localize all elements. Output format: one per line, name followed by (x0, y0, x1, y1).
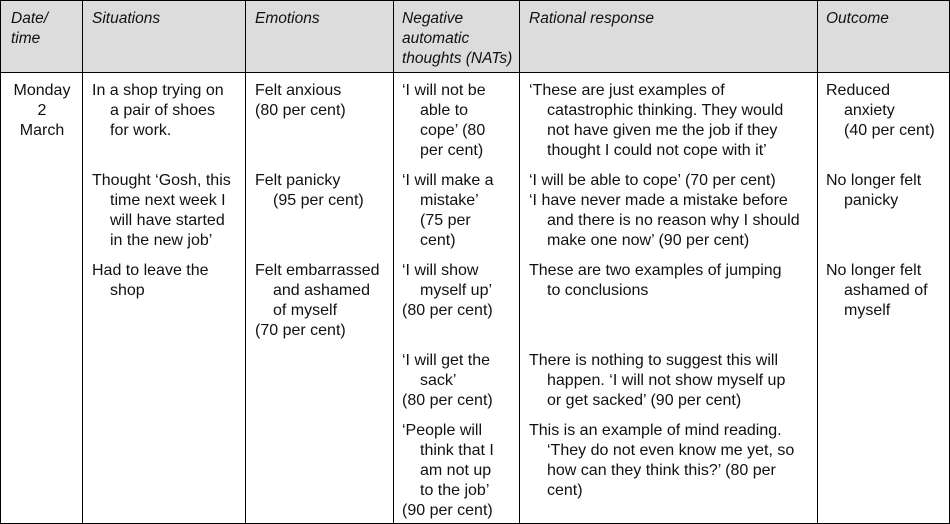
rational-text: and there is no reason why I should (547, 212, 800, 229)
emotion-cell (255, 261, 380, 341)
rational-text: ‘They do not even know me yet, so (547, 442, 795, 459)
header-text: automatic (402, 30, 470, 47)
situation-text: Had to leave the (92, 262, 209, 279)
nat-text: ‘I will make a (402, 172, 494, 189)
nat-cell (402, 421, 494, 521)
emotion-text: (70 per cent) (255, 322, 346, 339)
outcome-text: Reduced (826, 82, 891, 99)
nat-text: (75 per (420, 212, 471, 229)
nat-text: ‘I will get the (402, 352, 491, 369)
situation-text: shop (110, 282, 145, 299)
outcome-cell (826, 81, 935, 141)
nat-text: (90 per cent) (402, 502, 493, 519)
rational-text: This is an example of mind reading. (529, 422, 782, 439)
header-nats (402, 9, 512, 69)
header-date-time (11, 9, 48, 49)
header-text: Emotions (255, 10, 320, 27)
column-divider (393, 1, 394, 523)
outcome-cell (826, 171, 921, 211)
header-outcome (826, 9, 889, 29)
situation-cell (92, 171, 231, 251)
column-divider (519, 1, 520, 523)
rational-response-cell (529, 81, 783, 161)
nat-text: mistake’ (420, 192, 479, 209)
situation-text: Thought ‘Gosh, this (92, 172, 231, 189)
rational-response-cell (529, 351, 785, 411)
rational-response-cell (529, 421, 794, 501)
emotion-cell (255, 171, 364, 211)
header-emotions (255, 9, 320, 29)
nat-text: sack’ (420, 372, 457, 389)
column-divider (817, 1, 818, 523)
rational-text: ‘I will be able to cope’ (70 per cent) (529, 172, 776, 189)
column-divider (82, 1, 83, 523)
rational-text: to conclusions (547, 282, 649, 299)
emotion-text: Felt embarrassed (255, 262, 380, 279)
nat-cell (402, 261, 493, 321)
header-text: Situations (92, 10, 161, 27)
situation-text: In a shop trying on (92, 82, 224, 99)
header-text: Rational response (529, 10, 654, 27)
date-cell (7, 81, 77, 141)
outcome-text: ashamed of (844, 282, 928, 299)
outcome-text: (40 per cent) (844, 122, 935, 139)
situation-text: a pair of shoes (110, 102, 215, 119)
header-situations (92, 9, 160, 29)
header-text: Outcome (826, 10, 889, 27)
rational-text: catastrophic thinking. They would (547, 102, 784, 119)
nat-text: myself up’ (420, 282, 493, 299)
nat-text: able to (420, 102, 469, 119)
nat-text: ‘I will not be (402, 82, 486, 99)
header-rational-response (529, 9, 654, 29)
date-text: 2 (37, 102, 47, 119)
emotion-cell (255, 81, 346, 121)
emotion-text: Felt panicky (255, 172, 341, 189)
header-text: thoughts (NATs) (402, 50, 513, 67)
rational-text: how can they think this?’ (80 per (547, 462, 776, 479)
nat-text: think that I (420, 442, 494, 459)
outcome-text: myself (844, 302, 891, 319)
emotion-text: of myself (273, 302, 338, 319)
nat-text: ‘People will (402, 422, 483, 439)
column-divider (245, 1, 246, 523)
nat-text: to the job’ (420, 482, 490, 499)
outcome-text: panicky (844, 192, 899, 209)
outcome-cell (826, 261, 928, 321)
nat-cell (402, 81, 486, 161)
emotion-text: (95 per cent) (273, 192, 364, 209)
date-text: March (19, 122, 65, 139)
situation-text: will have started (110, 212, 225, 229)
nat-text: per cent) (420, 142, 484, 159)
rational-response-cell (529, 261, 782, 301)
nat-cell (402, 351, 493, 411)
rational-text: There is nothing to suggest this will (529, 352, 779, 369)
rational-text: cent) (547, 482, 583, 499)
situation-text: time next week I (110, 192, 226, 209)
date-text: Monday (13, 82, 71, 99)
rational-text: or get sacked’ (90 per cent) (547, 392, 742, 409)
situation-cell (92, 81, 224, 141)
nat-text: cope’ (80 (420, 122, 486, 139)
emotion-text: and ashamed (273, 282, 370, 299)
header-text: Date/ (11, 10, 49, 27)
rational-text: not have given me the job if they (547, 122, 778, 139)
outcome-text: No longer felt (826, 262, 922, 279)
situation-text: in the new job’ (110, 232, 213, 249)
emotion-text: (80 per cent) (255, 102, 346, 119)
nat-text: ‘I will show (402, 262, 479, 279)
nat-text: cent) (420, 232, 456, 249)
nat-text: (80 per cent) (402, 302, 493, 319)
rational-text: make one now’ (90 per cent) (547, 232, 750, 249)
rational-text: ‘These are just examples of (529, 82, 725, 99)
nat-cell (402, 171, 494, 251)
rational-text: happen. ‘I will not show myself up (547, 372, 786, 389)
situation-text: for work. (110, 122, 172, 139)
rational-text: thought I could not cope with it’ (547, 142, 767, 159)
outcome-text: anxiety (844, 102, 895, 119)
emotion-text: Felt anxious (255, 82, 342, 99)
outcome-text: No longer felt (826, 172, 922, 189)
situation-cell (92, 261, 209, 301)
header-text: Negative (402, 10, 464, 27)
rational-text: These are two examples of jumping (529, 262, 782, 279)
rational-text: ‘I have never made a mistake before (529, 192, 788, 209)
nat-text: (80 per cent) (402, 392, 493, 409)
rational-response-cell (529, 171, 800, 251)
nat-text: am not up (420, 462, 492, 479)
header-text: time (11, 30, 41, 47)
